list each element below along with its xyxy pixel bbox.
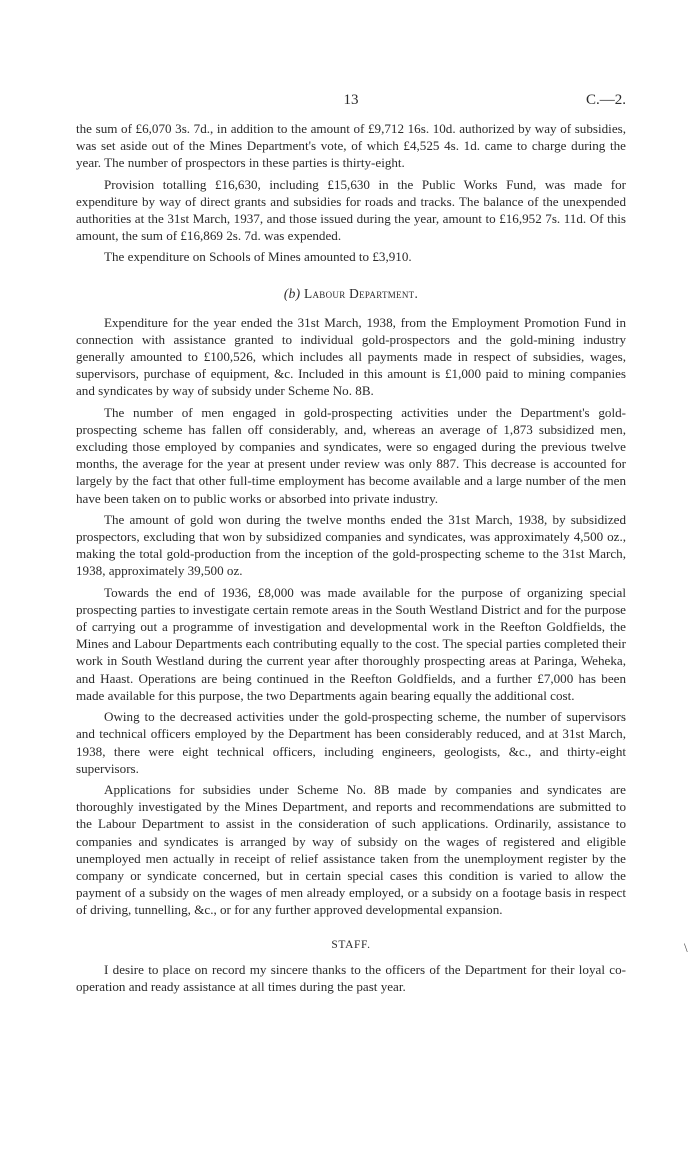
- section-letter: (b): [283, 285, 301, 301]
- paragraph-gold-won: The amount of gold won during the twelve months ended the 31st March, 1938, by subsidized prospectors, excluding that won by subsidized companies and syndicates, was approximately 4,500 oz., making the total gold-production from the inception of the gold-prospecting scheme to the 31st March, 1938, approximately 39,500 oz.: [76, 511, 626, 579]
- page-number: 13: [343, 92, 359, 108]
- document-page: [76, 92, 626, 995]
- paragraph-men-engaged: The number of men engaged in gold-prospecting activities under the Department's gold-prospecting scheme has fallen off considerably, and, whereas an average of 1,873 subsidized men, excluding those employed by companies and syndicates, were so engaged during the previous twelve months, the average for the year at present under review was only 887. This decrease is accounted for largely by the fact that other full-time employment has become available and a large number of the men have been taken on to public works or absorbed into private industry.: [76, 404, 626, 506]
- margin-mark: \: [684, 940, 688, 955]
- paragraph-staff-thanks: I desire to place on record my sincere thanks to the officers of the Department for their loyal co-operation and ready assistance at all times during the past year.: [76, 961, 626, 994]
- section-heading-labour: [76, 286, 626, 302]
- staff-heading: STAFF.: [331, 938, 371, 951]
- document-reference: C.—2.: [585, 92, 626, 108]
- paragraph-expenditure: Expenditure for the year ended the 31st March, 1938, from the Employment Promotion Fund in connection with assistance granted to individual gold-prospectors and the gold-mining industry generally amounted to £100,526, which includes all payments made in respect of subsidies, wages, supervisors, purchase of equipment, &c. Included in this amount is £1,000 paid to mining companies and syndicates by way of subsidy under Scheme No. 8B.: [76, 314, 626, 399]
- paragraph-special-parties: Towards the end of 1936, £8,000 was made available for the purpose of organizing special prospecting parties to investigate certain remote areas in the South Westland District and for the purpose of carrying out a programme of investigation and developmental work in the Reefton Goldfields, the Mines and Labour Departments each contributing equally to the cost. The special parties completed their work in South Westland during the current year after thoroughly prospecting areas at Paringa, Weheka, and Haast. Operations are being continued in the Reefton Goldfields, and a further £7,000 has been made available for this purpose, the two Departments again bearing equally the additional cost.: [76, 584, 626, 703]
- paragraph-roads-tracks: Provision totalling £16,630, including £15,630 in the Public Works Fund, was made for expenditure by way of direct grants and subsidies for roads and tracks. The balance of the unexpended authorities at the 31st March, 1937, and those issued during the year, amount to £16,952 7s. 11d. Of this amount, the sum of £16,869 2s. 7d. was expended.: [76, 176, 626, 244]
- paragraph-subsidies-continued: the sum of £6,070 3s. 7d., in addition to the amount of £9,712 16s. 10d. authorized by way of subsidies, was set aside out of the Mines Department's vote, of which £4,525 4s. 1d. came to charge during the year. The number of prospectors in these parties is thirty-eight.: [76, 121, 626, 171]
- page-header: [76, 92, 626, 116]
- paragraph-supervisors: Owing to the decreased activities under the gold-prospecting scheme, the number of supervisors and technical officers employed by the Department has been considerably reduced, and at 31st March, 1938, there were eight technical officers, including engineers, geologists, &c., and thirty-eight supervisors.: [76, 709, 626, 776]
- paragraph-schools-of-mines: The expenditure on Schools of Mines amounted to £3,910.: [104, 249, 412, 265]
- section-title: Labour Department.: [304, 285, 419, 301]
- paragraph-applications: Applications for subsidies under Scheme No. 8B made by companies and syndicates are thoroughly investigated by the Mines Department, and reports and recommendations are submitted to the Labour Department to assist in the consideration of such applications. Ordinarily, assistance to companies and syndicates is arranged by way of subsidy on the wages of registered and eligible unemployed men actually in receipt of relief assistance taken from the unemployment register by the company or syndicate concerned, but in certain special cases this condition is varied to allow the payment of a subsidy on the wages of men already employed, or a subsidy on a footage basis in respect of driving, tunnelling, &c., or for any further approved developmental expansion.: [76, 781, 626, 918]
